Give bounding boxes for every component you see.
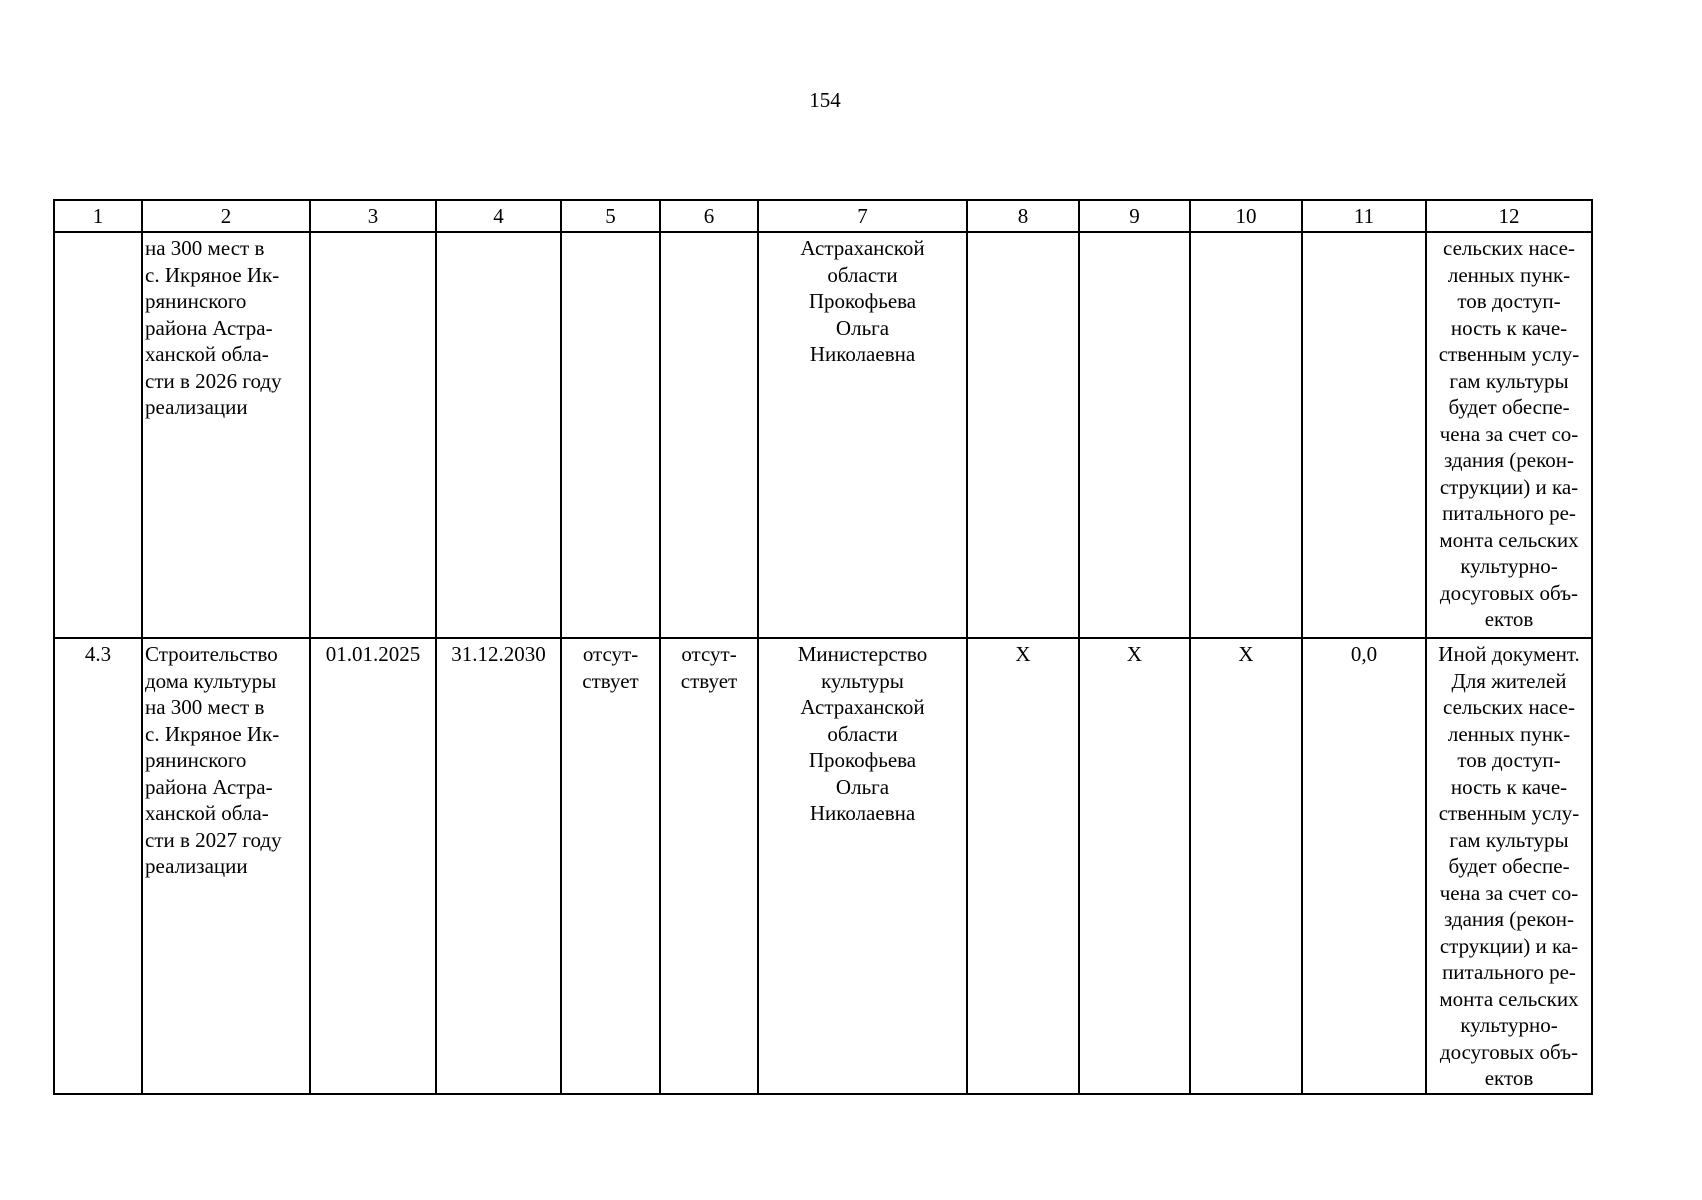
cell-description: сельских насе- ленных пунк- тов доступ- ность к каче- ственным услу- гам культуры будет обеспе- чена за счет со- здания (рекон- струкции) и ка- питального ре- монта сельских культурно- досуговых объ- ектов [1426, 232, 1592, 638]
cell-description: Иной документ. Для жителей сельских насе- ленных пунк- тов доступ- ность к каче- ственным услу- гам культуры будет обеспе- чена за счет со- здания (рекон- струкции) и ка- питального ре- монта сельских культурно- досуговых объ- ектов [1426, 638, 1592, 1094]
cell-col9 [1079, 232, 1190, 638]
cell-name: на 300 мест в с. Икряное Ик- рянинского района Астра- ханской обла- сти в 2026 году реализации [142, 232, 310, 638]
cell-col10: X [1190, 638, 1302, 1094]
cell-col5: отсут- ствует [561, 638, 660, 1094]
column-header-1: 1 [54, 200, 142, 232]
column-header-9: 9 [1079, 200, 1190, 232]
cell-col6 [660, 232, 758, 638]
cell-start-date: 01.01.2025 [310, 638, 436, 1094]
cell-end-date: 31.12.2030 [436, 638, 561, 1094]
table-row [54, 638, 1592, 1094]
column-header-10: 10 [1190, 200, 1302, 232]
column-header-3: 3 [310, 200, 436, 232]
cell-number: 4.3 [54, 638, 142, 1094]
cell-col9: X [1079, 638, 1190, 1094]
cell-col11: 0,0 [1302, 638, 1426, 1094]
column-header-2: 2 [142, 200, 310, 232]
cell-start-date [310, 232, 436, 638]
column-header-6: 6 [660, 200, 758, 232]
table-header-row [54, 200, 1592, 232]
column-header-7: 7 [758, 200, 967, 232]
column-header-8: 8 [967, 200, 1079, 232]
column-header-5: 5 [561, 200, 660, 232]
cell-col6: отсут- ствует [660, 638, 758, 1094]
column-header-4: 4 [436, 200, 561, 232]
cell-col5 [561, 232, 660, 638]
cell-responsible: Астраханской области Прокофьева Ольга Николаевна [758, 232, 967, 638]
data-table [53, 199, 1593, 1095]
table-row [54, 232, 1592, 638]
cell-col10 [1190, 232, 1302, 638]
cell-name: Строительство дома культуры на 300 мест в с. Икряное Ик- рянинского района Астра- ханской обла- сти в 2027 году реализации [142, 638, 310, 1094]
column-header-12: 12 [1426, 200, 1592, 232]
cell-col11 [1302, 232, 1426, 638]
page-number: 154 [809, 88, 841, 112]
cell-end-date [436, 232, 561, 638]
cell-number [54, 232, 142, 638]
cell-col8: X [967, 638, 1079, 1094]
column-header-11: 11 [1302, 200, 1426, 232]
cell-col8 [967, 232, 1079, 638]
cell-responsible: Министерство культуры Астраханской области Прокофьева Ольга Николаевна [758, 638, 967, 1094]
